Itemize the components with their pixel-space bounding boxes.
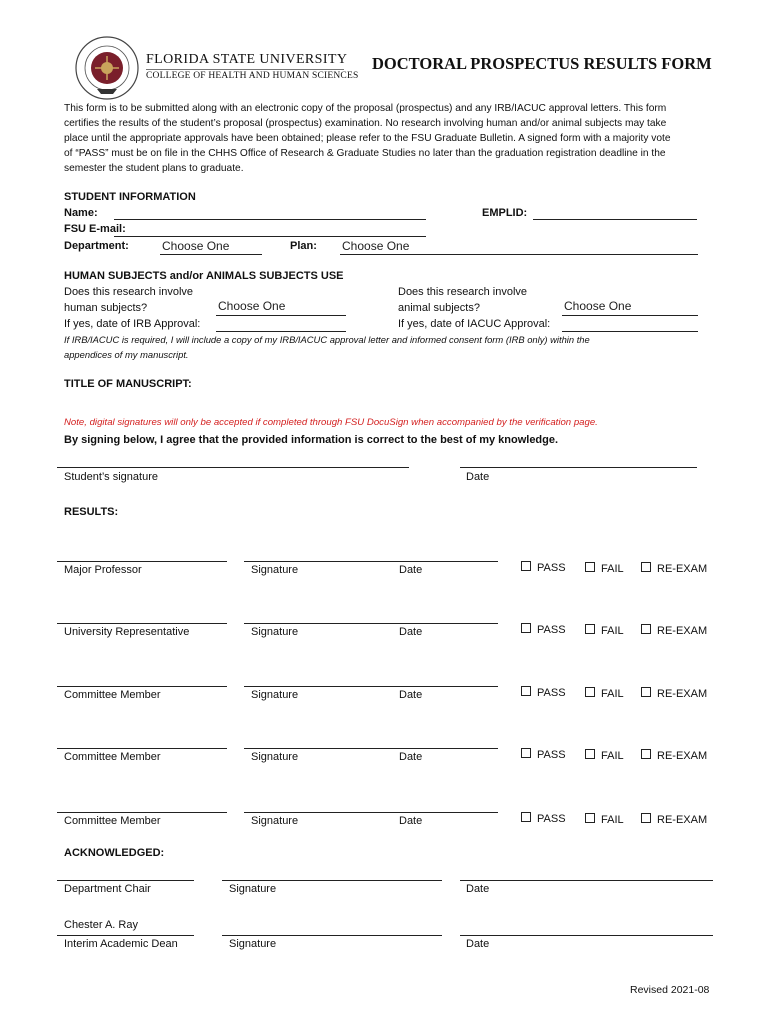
intro-line: This form is to be submitted along with an electronic copy of the proposal (prospectus) and any IRB/IACUC approval letters. This form xyxy=(64,103,667,114)
chair-label: Department Chair xyxy=(64,883,151,895)
revision-date: Revised 2021-08 xyxy=(630,984,710,996)
pass-label: PASS xyxy=(537,749,566,761)
department-select[interactable]: Choose One xyxy=(162,239,230,253)
checkbox-icon xyxy=(585,749,595,759)
pass-label: PASS xyxy=(537,624,566,636)
plan-label: Plan: xyxy=(290,240,317,252)
reexam-label: RE-EXAM xyxy=(657,688,708,700)
chair-name-line[interactable] xyxy=(57,880,194,881)
dean-signature-label: Signature xyxy=(229,938,277,950)
checkbox-icon xyxy=(585,813,595,823)
checkbox-icon xyxy=(585,687,595,697)
fsu-seal-logo xyxy=(75,36,139,100)
fail-checkbox[interactable] xyxy=(585,562,624,575)
pass-label: PASS xyxy=(537,562,566,574)
animal-question-line1: Does this research involve xyxy=(398,286,528,298)
manuscript-title-label: TITLE OF MANUSCRIPT: xyxy=(64,378,192,390)
checkbox-icon xyxy=(585,562,595,572)
date-label: Date xyxy=(399,751,423,763)
human-question-line2: human subjects? xyxy=(64,302,148,314)
dean-signature-line[interactable] xyxy=(222,935,442,936)
signature-line[interactable] xyxy=(244,561,498,562)
form-title: DOCTORAL PROSPECTUS RESULTS FORM xyxy=(372,54,712,73)
intro-line: of “PASS” must be on file in the CHHS Office of Research & Graduate Studies no later than the graduation registration deadline in the xyxy=(64,148,666,159)
email-label: FSU E-mail: xyxy=(64,223,126,235)
student-date-label: Date xyxy=(466,471,490,483)
chair-signature-line[interactable] xyxy=(222,880,442,881)
pass-label: PASS xyxy=(537,813,566,825)
fail-checkbox[interactable] xyxy=(585,624,624,637)
irb-note-line2: appendices of my manuscript. xyxy=(64,349,189,360)
pass-checkbox[interactable] xyxy=(521,748,566,761)
checkbox-icon xyxy=(521,561,531,571)
date-label: Date xyxy=(399,689,423,701)
student-signature-label: Student’s signature xyxy=(64,471,158,483)
signature-line[interactable] xyxy=(244,686,498,687)
chair-date-label: Date xyxy=(466,883,490,895)
role-label: Committee Member xyxy=(64,689,161,701)
acknowledged-heading: ACKNOWLEDGED: xyxy=(64,847,165,859)
role-label: University Representative xyxy=(64,626,190,638)
intro-line: place until the appropriate approvals have been obtained; please refer to the FSU Graduate Bulletin. A signed form with a majority vote xyxy=(64,133,671,144)
name-field[interactable] xyxy=(114,219,426,220)
dean-date-line[interactable] xyxy=(460,935,713,936)
iacuc-label: If yes, date of IACUC Approval: xyxy=(398,318,551,330)
fail-checkbox[interactable] xyxy=(585,749,624,762)
subjects-heading: HUMAN SUBJECTS and/or ANIMALS SUBJECTS USE xyxy=(64,270,344,282)
signature-line[interactable] xyxy=(244,812,498,813)
role-name-line[interactable] xyxy=(57,623,227,624)
pass-checkbox[interactable] xyxy=(521,812,566,825)
intro-line: semester the student plans to graduate. xyxy=(64,163,244,174)
fail-label: FAIL xyxy=(601,625,624,637)
agreement-statement: By signing below, I agree that the provided information is correct to the best of my knowledge. xyxy=(64,434,559,446)
plan-select[interactable]: Choose One xyxy=(342,239,410,253)
checkbox-icon xyxy=(641,749,651,759)
dean-title: Interim Academic Dean xyxy=(64,938,178,950)
reexam-label: RE-EXAM xyxy=(657,814,708,826)
checkbox-icon xyxy=(641,624,651,634)
checkbox-icon xyxy=(641,813,651,823)
department-label: Department: xyxy=(64,240,129,252)
signature-line[interactable] xyxy=(244,623,498,624)
signature-label: Signature xyxy=(251,626,299,638)
signature-label: Signature xyxy=(251,689,299,701)
pass-checkbox[interactable] xyxy=(521,686,566,699)
human-question-line1: Does this research involve xyxy=(64,286,194,298)
reexam-label: RE-EXAM xyxy=(657,750,708,762)
role-name-line[interactable] xyxy=(57,686,227,687)
student-info-heading: STUDENT INFORMATION xyxy=(64,191,196,203)
results-heading: RESULTS: xyxy=(64,506,119,518)
fail-label: FAIL xyxy=(601,688,624,700)
college-name: COLLEGE OF HEALTH AND HUMAN SCIENCES xyxy=(146,71,359,81)
reexam-checkbox[interactable] xyxy=(641,562,707,575)
role-label: Major Professor xyxy=(64,564,142,576)
fail-label: FAIL xyxy=(601,814,624,826)
student-date-line[interactable] xyxy=(460,467,697,468)
date-label: Date xyxy=(399,626,423,638)
role-name-line[interactable] xyxy=(57,748,227,749)
role-label: Committee Member xyxy=(64,815,161,827)
signature-label: Signature xyxy=(251,815,299,827)
checkbox-icon xyxy=(641,687,651,697)
reexam-label: RE-EXAM xyxy=(657,563,708,575)
reexam-checkbox[interactable] xyxy=(641,687,707,700)
dean-date-label: Date xyxy=(466,938,490,950)
irb-date-field[interactable] xyxy=(216,331,346,332)
chair-date-line[interactable] xyxy=(460,880,713,881)
irb-note-line1: If IRB/IACUC is required, I will include a copy of my IRB/IACUC approval letter and informed consent form (IRB only) within the xyxy=(64,334,590,345)
signature-label: Signature xyxy=(251,751,299,763)
pass-checkbox[interactable] xyxy=(521,561,566,574)
emplid-field[interactable] xyxy=(533,219,697,220)
checkbox-icon xyxy=(641,562,651,572)
reexam-label: RE-EXAM xyxy=(657,625,708,637)
digital-signature-note: Note, digital signatures will only be accepted if completed through FSU DocuSign when accompanied by the verification page. xyxy=(64,417,598,428)
email-field[interactable] xyxy=(114,236,426,237)
chair-signature-label: Signature xyxy=(229,883,277,895)
signature-label: Signature xyxy=(251,564,299,576)
checkbox-icon xyxy=(521,748,531,758)
fail-label: FAIL xyxy=(601,750,624,762)
date-label: Date xyxy=(399,564,423,576)
reexam-checkbox[interactable] xyxy=(641,624,707,637)
role-name-line[interactable] xyxy=(57,812,227,813)
pass-checkbox[interactable] xyxy=(521,623,566,636)
student-signature-line[interactable] xyxy=(57,467,409,468)
signature-line[interactable] xyxy=(244,748,498,749)
fail-checkbox[interactable] xyxy=(585,687,624,700)
checkbox-icon xyxy=(585,624,595,634)
human-subjects-select[interactable]: Choose One xyxy=(218,299,286,313)
animal-subjects-select[interactable]: Choose One xyxy=(564,299,632,313)
role-name-line[interactable] xyxy=(57,561,227,562)
checkbox-icon xyxy=(521,686,531,696)
reexam-checkbox[interactable] xyxy=(641,813,707,826)
checkbox-icon xyxy=(521,623,531,633)
date-label: Date xyxy=(399,815,423,827)
university-name: FLORIDA STATE UNIVERSITY xyxy=(146,52,348,67)
pass-label: PASS xyxy=(537,687,566,699)
dean-name: Chester A. Ray xyxy=(64,919,138,931)
intro-paragraph xyxy=(64,101,671,176)
iacuc-date-field[interactable] xyxy=(562,331,698,332)
role-label: Committee Member xyxy=(64,751,161,763)
fail-label: FAIL xyxy=(601,563,624,575)
emplid-label: EMPLID: xyxy=(482,207,528,219)
reexam-checkbox[interactable] xyxy=(641,749,707,762)
checkbox-icon xyxy=(521,812,531,822)
animal-question-line2: animal subjects? xyxy=(398,302,480,314)
intro-line: certifies the results of the student’s proposal (prospectus) examination. No research involving human and/or animal subjects may take xyxy=(64,118,667,129)
fail-checkbox[interactable] xyxy=(585,813,624,826)
irb-label: If yes, date of IRB Approval: xyxy=(64,318,201,330)
name-label: Name: xyxy=(64,207,98,219)
